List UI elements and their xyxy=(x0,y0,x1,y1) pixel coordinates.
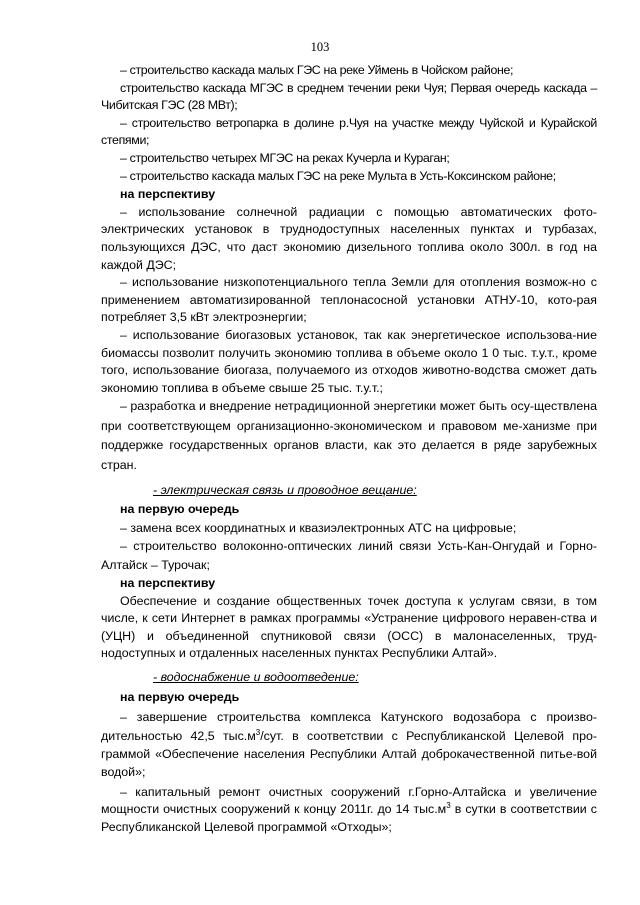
list-item: – использование низкопотенциального тепла Земли для отопления возмож-но с применением автоматизированной теплонасосной установки АТНУ-10, кото-рая потребляет 3,5 кВт электроэнергии; xyxy=(101,275,597,325)
subheading-first-stage: на первую очередь xyxy=(120,502,240,517)
text-fragment: /сут. в соответствии с Республиканской Целевой про-граммой «Обеспечение населения Республики Алтай доброкачественной питье-вой водой»; xyxy=(101,728,597,780)
list-item: – строительство четырех МГЭС на реках Кучерла и Кураган; xyxy=(120,150,450,165)
list-item: – строительство каскада малых ГЭС на реке Мульта в Усть-Коксинском районе; xyxy=(120,168,556,183)
list-item: – строительство волоконно-оптических линий связи Усть-Кан-Онгудай и Горно-Алтайск – Турочак; xyxy=(101,539,597,572)
page-number: 103 xyxy=(310,40,330,54)
list-item: строительство каскада МГЭС в среднем течении реки Чуя; Первая очередь каскада – Чибитская ГЭС (28 МВт); xyxy=(101,80,597,113)
subheading-first-stage: на первую очередь xyxy=(120,689,240,704)
subheading-perspective: на перспективу xyxy=(120,576,216,591)
superscript: 3 xyxy=(255,727,261,737)
paragraph: Обеспечение и создание общественных точек доступа к услугам связи, в том числе, к сети Интернет в рамках программы «Устранение цифрового неравен-ства и (УЦН) и объединенной спутниковой связи (ОСС) в малонаселенных, труд-нодоступных и отдаленных населенных пунктах Республики Алтай». xyxy=(101,593,597,661)
list-item: – замена всех координатных и квазиэлектронных АТС на цифровые; xyxy=(120,520,517,535)
list-item xyxy=(101,784,597,837)
list-item: – строительство ветропарка в долине р.Чуя на участке между Чуйской и Курайской степями; xyxy=(101,115,597,148)
superscript: 3 xyxy=(446,801,451,811)
subheading-perspective: на перспективу xyxy=(120,187,216,202)
list-item xyxy=(101,708,597,782)
list-item: – разработка и внедрение нетрадиционной энергетики может быть осу-ществлена при соответствующем организационно-экономическом и правовом ме-ханизме при поддержке государственных органов власти, как это делается в ряде зарубежных стран. xyxy=(101,399,597,473)
list-item: – использование биогазовых установок, так как энергетическое использова-ние биомассы позволит получить экономию топлива в объеме около 1 0 тыс. т.у.т., кроме того, использование биогаза, получаемого из отходов животно-водства сможет дать экономию топлива в объеме свыше 25 тыс. т.у.т.; xyxy=(101,327,597,395)
text-fragment: – завершение строительства комплекса Катунского водозабора с произво-дительностью 42,5 тыс.м xyxy=(101,710,597,743)
text-fragment: в сутки в соответствии с Республиканской Целевой программой «Отходы»; xyxy=(101,802,597,835)
section-title-water: - водоснабжение и водоотведение: xyxy=(153,670,359,685)
list-item: – строительство каскада малых ГЭС на реке Уймень в Чойском районе; xyxy=(120,63,514,77)
section-title-communications: - электрическая связь и проводное вещание: xyxy=(153,482,417,497)
document-body xyxy=(101,62,597,837)
list-item: – использование солнечной радиации с помощью автоматических фото-электрических установок в труднодоступных населенных пунктах и турбазах, пользующихся ДЭС, что даст экономию дизельного топлива около 300л. в год на каждой ДЭС; xyxy=(101,204,597,272)
text-fragment: – капитальный ремонт очистных сооружений г.Горно-Алтайска и увеличение мощности очистных сооружений к концу 2011г. до 14 тыс.м xyxy=(101,784,597,817)
